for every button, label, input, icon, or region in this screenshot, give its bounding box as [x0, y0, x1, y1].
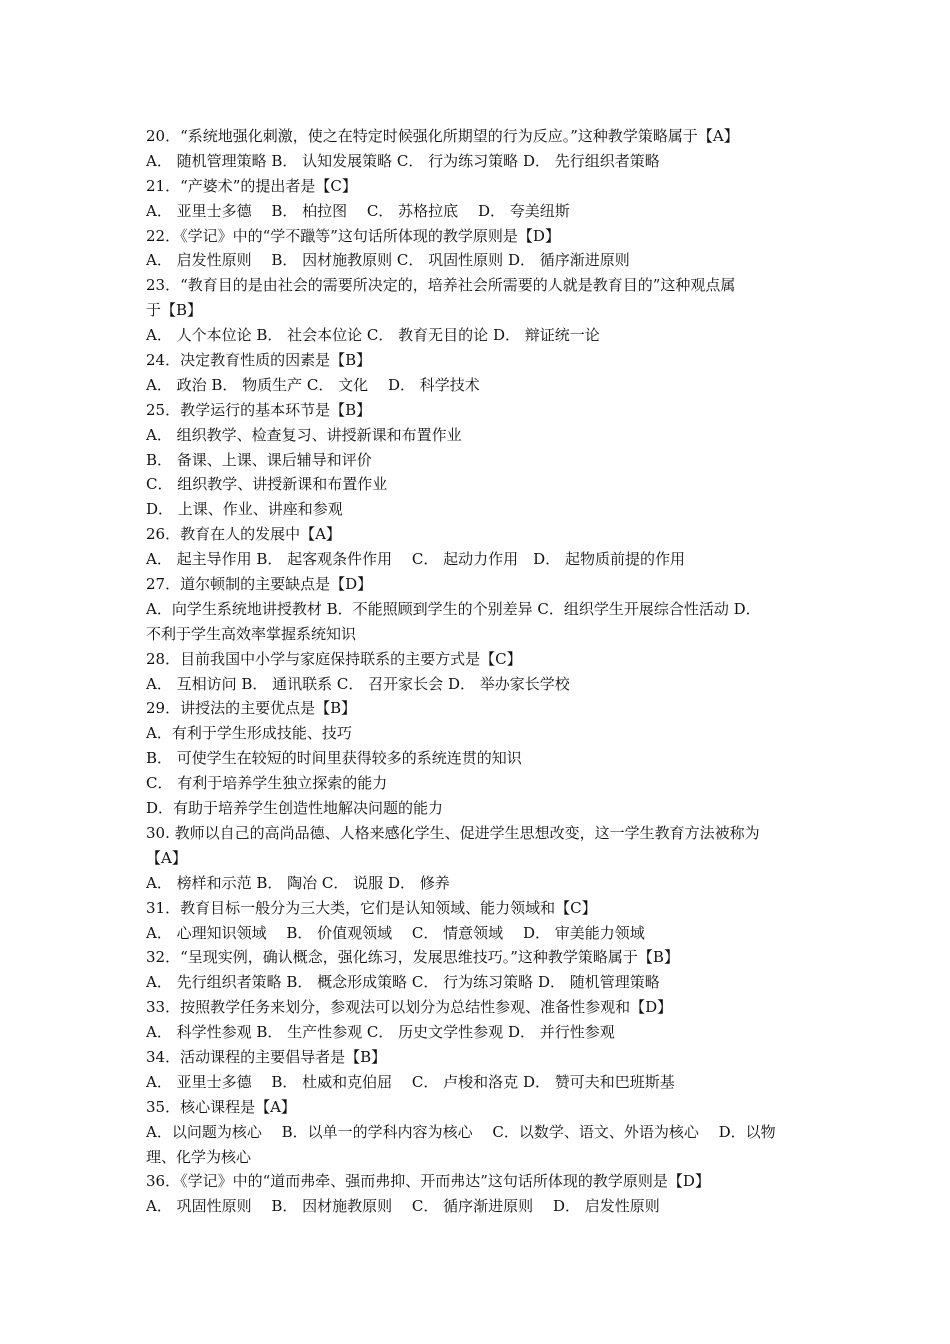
text-line: A． 政治 B． 物质生产 C． 文化 D． 科学技术 [146, 375, 480, 394]
text-line: A． 随机管理策略 B． 认知发展策略 C． 行为练习策略 D． 先行组织者策略 [146, 151, 660, 170]
text-line: 理、化学为核心 [146, 1147, 252, 1166]
text-line: A． 亚里士多德 B． 杜威和克伯屈 C． 卢梭和洛克 D． 赞可夫和巴班斯基 [146, 1072, 675, 1091]
text-line: 32．“呈现实例，确认概念，强化练习，发展思维技巧。”这种教学策略属于【B】 [146, 948, 679, 967]
text-line: 23．“教育目的是由社会的需要所决定的，培养社会所需要的人就是教育目的”这种观点属 [146, 276, 736, 295]
text-line: 25．教学运行的基本环节是【B】 [146, 400, 372, 419]
text-line: 22．《学记》中的“学不躐等”这句话所体现的教学原则是【D】 [146, 226, 560, 245]
text-line: 21．“产婆术”的提出者是【C】 [146, 176, 357, 195]
text-line: D．有助于培养学生创造性地解决问题的能力 [146, 799, 444, 818]
question-list [146, 124, 810, 1219]
text-line: A． 巩固性原则 B． 因材施教原则 C． 循序渐进原则 D． 启发性原则 [146, 1197, 660, 1216]
text-line: 27．道尔顿制的主要缺点是【D】 [146, 575, 373, 594]
text-line: A． 启发性原则 B． 因材施教原则 C． 巩固性原则 D． 循序渐进原则 [146, 251, 630, 270]
text-line: A． 亚里士多德 B． 柏拉图 C． 苏格拉底 D． 夸美纽斯 [146, 201, 570, 220]
text-line: A． 科学性参观 B． 生产性参观 C． 历史文学性参观 D． 并行性参观 [146, 1023, 615, 1042]
text-line: 31．教育目标一般分为三大类，它们是认知领域、能力领域和【C】 [146, 898, 597, 917]
text-line: A． 人个本位论 B． 社会本位论 C． 教育无目的论 D． 辩证统一论 [146, 326, 600, 345]
text-line: 26．教育在人的发展中【A】 [146, 525, 341, 544]
text-line: 29．讲授法的主要优点是【B】 [146, 699, 357, 718]
text-line: A．有利于学生形成技能、技巧 [146, 724, 352, 743]
text-line: A． 心理知识领域 B． 价值观领域 C． 情意领域 D． 审美能力领域 [146, 923, 645, 942]
text-line: 30. 教师以自己的高尚品德、人格来感化学生、促进学生思想改变，这一学生教育方法被称为 [146, 823, 760, 842]
text-line: 于【B】 [146, 301, 203, 320]
text-line: 33．按照教学任务来划分，参观法可以划分为总结性参观、准备性参观和【D】 [146, 998, 673, 1017]
text-line: A． 榜样和示范 B． 陶冶 C． 说服 D． 修养 [146, 873, 450, 892]
text-line: A．以问题为核心 B．以单一的学科内容为核心 C．以数学、语文、外语为核心 D．以物 [146, 1122, 776, 1141]
text-line: 34．活动课程的主要倡导者是【B】 [146, 1047, 387, 1066]
text-line: 不利于学生高效率掌握系统知识 [146, 624, 357, 643]
text-line: A． 起主导作用 B． 起客观条件作用 C． 起动力作用 D． 起物质前提的作用 [146, 550, 685, 569]
text-line: 20．“系统地强化刺激，使之在特定时候强化所期望的行为反应。”这种教学策略属于【A】 [146, 127, 739, 145]
text-line: 【A】 [146, 848, 187, 867]
text-line: C． 组织教学、讲授新课和布置作业 [146, 475, 388, 494]
text-line: 24．决定教育性质的因素是【B】 [146, 351, 372, 370]
text-line: 35．核心课程是【A】 [146, 1097, 296, 1116]
text-line: B． 可使学生在较短的时间里获得较多的系统连贯的知识 [146, 749, 522, 768]
text-line: B． 备课、上课、课后辅导和评价 [146, 450, 372, 469]
text-line: D． 上课、作业、讲座和参观 [146, 500, 343, 519]
text-line: A． 组织教学、检查复习、讲授新课和布置作业 [146, 425, 462, 444]
text-line: 28．目前我国中小学与家庭保持联系的主要方式是【C】 [146, 649, 522, 668]
text-line: A．向学生系统地讲授教材 B．不能照顾到学生的个别差异 C．组织学生开展综合性活动 D． [146, 599, 761, 618]
text-line: A． 互相访问 B． 通讯联系 C． 召开家长会 D． 举办家长学校 [146, 674, 570, 693]
text-line: A． 先行组织者策略 B． 概念形成策略 C． 行为练习策略 D． 随机管理策略 [146, 973, 660, 992]
text-line: C． 有利于培养学生独立探索的能力 [146, 774, 388, 793]
text-line: 36．《学记》中的“道而弗牵、强而弗抑、开而弗达”这句话所体现的教学原则是【D】 [146, 1172, 710, 1191]
